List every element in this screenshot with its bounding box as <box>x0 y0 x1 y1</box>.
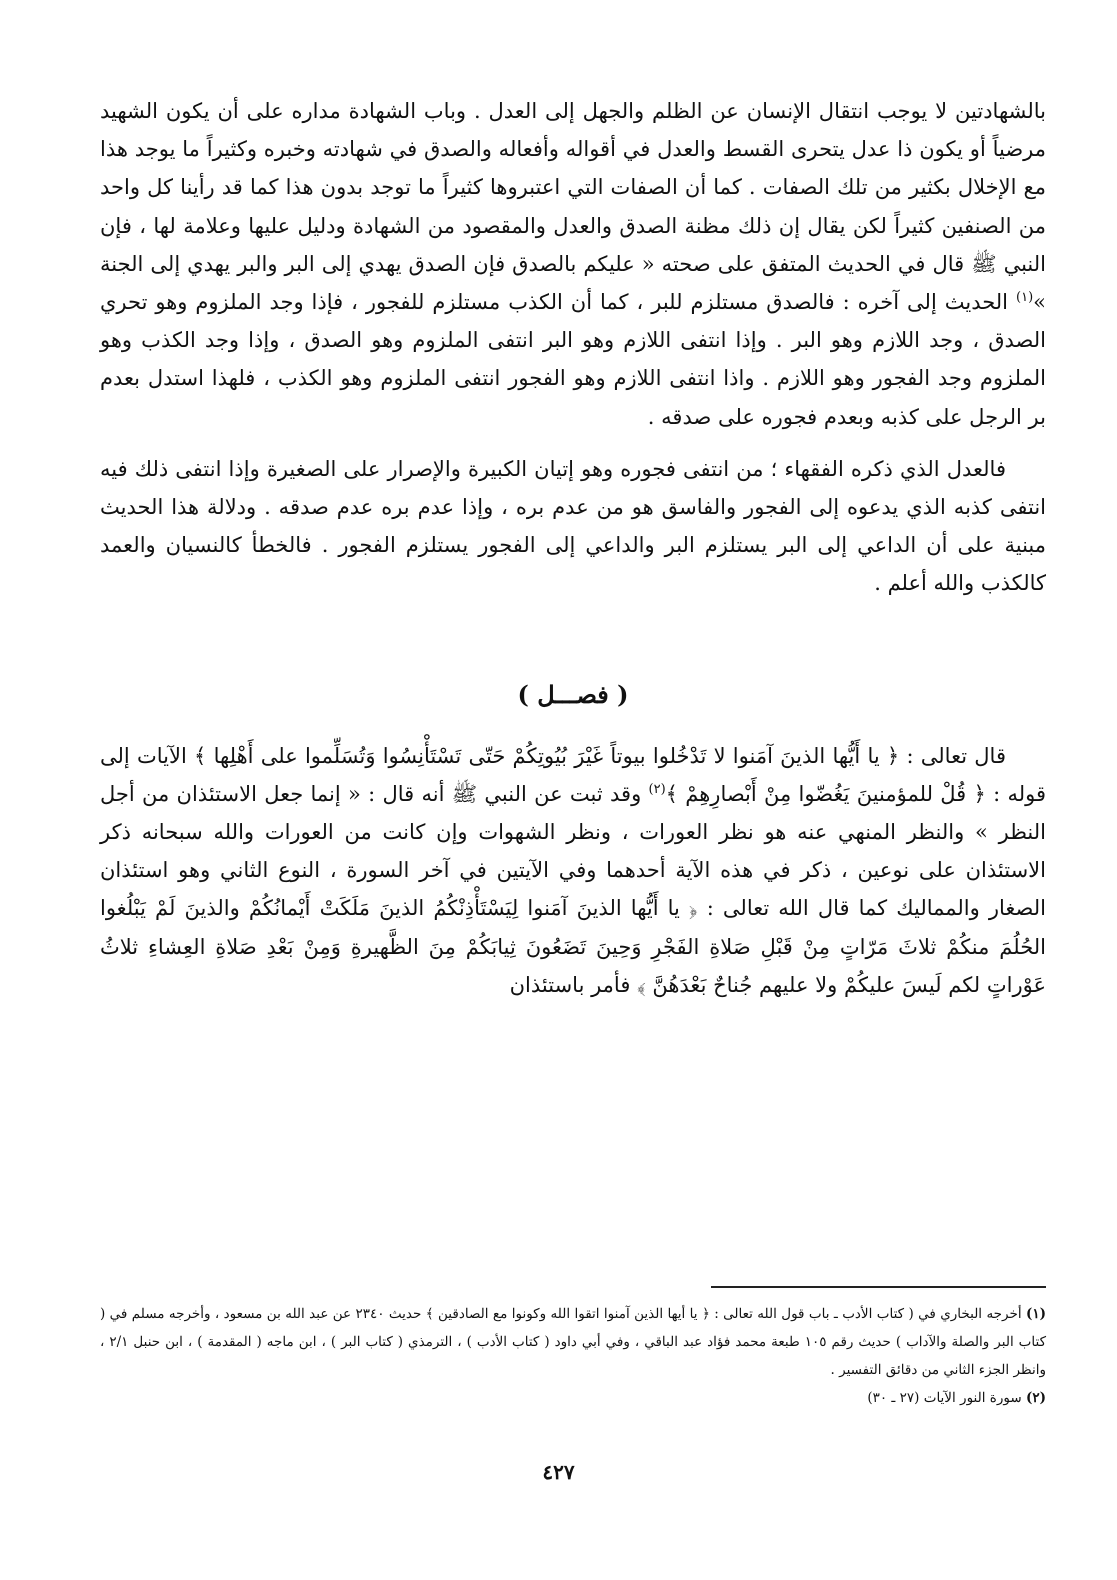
paragraph-3-continued: وقد ثبت عن النبي ﷺ أنه قال : « إنما جعل الاستئذان من أجل النظر » والنظر المنهي عنه هو نظر العورات ، ونظر الشهوات وإن كانت من العورات والله سبحانه ذكر الاستئذان على نوعين ، ذكر في هذه الآية أحدهما وفي الآيتين في آخر السورة ، النوع الثاني وهو استئذان الصغار والمماليك كما قال الله تعالى : ﴿ يا أَيُّها الذينَ آمَنوا لِيَسْتَأْذِنْكُمُ الذينَ مَلَكَتْ أَيْمانُكُمْ والذينَ لَمْ يَبْلُغوا الحُلُمَ منكُمْ ثلاثَ مَرّاتٍ مِنْ قَبْلِ صَلاةِ الفَجْرِ وَحِينَ تَضَعُونَ ثِيابَكُمْ مِنَ الظَّهيرةِ وَمِنْ بَعْدِ صَلاةِ العِشاءِ ثلاثُ عَوْراتٍ لكم لَيسَ عليكُمْ ولا عليهم جُناحٌ بَعْدَهُنَّ ﴾ فأمر باستئذان <box>100 781 1046 997</box>
footnote-1 <box>100 1300 1046 1384</box>
footnote-ref-1: (١) <box>1016 290 1034 306</box>
footnote-1-number: (١) <box>1025 1306 1047 1322</box>
footnote-1-text: أخرجه البخاري في ( كتاب الأدب ـ باب قول الله تعالى : ﴿ يا أيها الذين آمنوا اتقوا الله وكونوا مع الصادقين ﴾ حديث ٢٣٤٠ عن عبد الله بن مسعود ، وأخرجه مسلم في ( كتاب البر والصلة والآداب ) حديث رقم ١٠٥ طبعة محمد فؤاد عبد الباقي ، وفي أبي داود ( كتاب الأدب ) ، الترمذي ( كتاب البر ) ، ابن ماجه ( المقدمة ) ، ابن حنبل ٢/١ ، وانظر الجزء الثاني من دقائق التفسير . <box>100 1306 1047 1378</box>
footnote-ref-2: (٢) <box>648 781 666 797</box>
paragraph-3 <box>100 737 1046 1004</box>
paragraph-1-text: بالشهادتين لا يوجب انتقال الإنسان عن الظلم والجهل إلى العدل . وباب الشهادة مداره على أن يكون الشهيد مرضياً أو يكون ذا عدل يتحرى القسط والعدل في أقواله وأفعاله والصدق في شهادته وخبره وكثيراً ما يوجد هذا مع الإخلال بكثير من تلك الصفات . كما أن الصفات التي اعتبروها كثيراً ما توجد بدون هذا كما قد رأينا كل واحد من الصنفين كثيراً لكن يقال إن ذلك مظنة الصدق والعدل والمقصود من الشهادة ودليل عليها وعلامة لها ، فإن النبي ﷺ قال في الحديث المتفق على صحته « عليكم بالصدق فإن الصدق يهدي إلى البر والبر يهدي إلى الجنة » <box>100 99 1046 315</box>
footnote-2 <box>100 1384 1046 1412</box>
paragraph-1 <box>100 92 1046 436</box>
footnotes <box>100 1300 1046 1412</box>
page-number: ٤٢٧ <box>542 1460 575 1484</box>
page-body <box>100 92 1046 1004</box>
footnote-divider <box>711 1286 1046 1288</box>
footnote-2-number: (٢) <box>1025 1390 1046 1406</box>
paragraph-3-text: قال تعالى : ﴿ يا أَيُّها الذينَ آمَنوا لا تَدْخُلوا بيوتاً غَيْرَ بُيُوتِكُمْ حَتّى تَسْتَأْنِسُوا وَتُسَلِّموا على أَهْلِها ﴾ الآيات إلى قوله : ﴿ قُلْ للمؤمنينَ يَغُضّوا مِنْ أَبْصارِهِمْ ﴾ <box>100 743 1047 806</box>
paragraph-2: فالعدل الذي ذكره الفقهاء ؛ من انتفى فجوره وهو إتيان الكبيرة والإصرار على الصغيرة وإذا انتفى ذلك فيه انتفى كذبه الذي يدعوه إلى الفجور والفاسق هو من عدم بره ، وإذا عدم بره عدم صدقه . ودلالة هذا الحديث مبنية على أن الداعي إلى البر يستلزم البر والداعي إلى الفجور يستلزم الفجور . فالخطأ كالنسيان والعمد كالكذب والله أعلم . <box>100 456 1046 596</box>
footnote-2-text: سورة النور الآيات (٢٧ ـ ٣٠) <box>867 1390 1026 1406</box>
paragraph-1-continued: الحديث إلى آخره : فالصدق مستلزم للبر ، كما أن الكذب مستلزم للفجور ، فإذا وجد الملزوم وهو تحري الصدق ، وجد اللازم وهو البر . وإذا انتفى اللازم وهو البر انتفى الملزوم وهو الصدق ، وإذا وجد الكذب وهو الملزوم وجد الفجور وهو اللازم . واذا انتفى اللازم وهو الفجور انتفى الملزوم وهو الكذب ، فلهذا استدل بعدم بر الرجل على كذبه وبعدم فجوره على صدقه . <box>100 290 1046 429</box>
section-title: ( فصـــل ) <box>517 679 629 709</box>
